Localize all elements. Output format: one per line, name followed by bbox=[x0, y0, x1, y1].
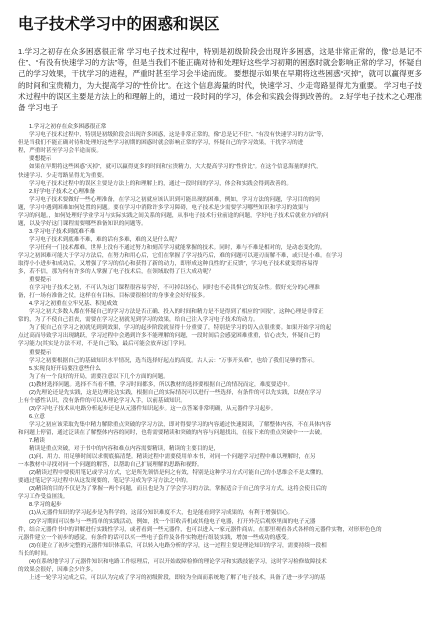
body-line: 程，严重时甚至学习会半途而废。 bbox=[18, 148, 102, 155]
body-line: (1)问、用力、用足够时间以求彻底搞清楚。精读过程中需要使用单本书，对同一个问题学习过程中难以理解时，在另 bbox=[29, 454, 316, 461]
body-line: 多，若不信，那为何有许多的人掌握了电子技术后，在领域取得了巨大成功呢？ bbox=[18, 269, 214, 276]
section-heading: 重要提示 bbox=[29, 277, 52, 284]
body-line: 学习之初大多数人都在怀疑自己的学习方法是否正确、投入的时间和精力是不是得到了相应的“回报”，这种心理是非常正 bbox=[29, 309, 324, 316]
section-heading: 6.立意 bbox=[29, 413, 45, 420]
body-line: 当长的时间。 bbox=[18, 550, 52, 557]
section-heading: 2.好学电子技术之心理准备 bbox=[29, 188, 96, 195]
body-line: 学习电子技术过程中的误区主要是方法上的和理解上的，通过一段时间的学习，体会和实践会得到改善的。 bbox=[29, 180, 292, 187]
body-line: (3)在建立了初步完整的元器件知识体系后，可以转入电路分析的学习，这一过程主要是理论知识的学习，需要持续一段相 bbox=[29, 542, 327, 549]
body-line: (1)教材选择问题。选择不当看不懂，学习时间都多，所以教材的选择要根据自己的情况而定，难度要适中。 bbox=[29, 381, 294, 388]
section-heading: 5.实现良好开局要注意些什么 bbox=[29, 365, 101, 372]
body-line: 学习之初困难可能大于学习方法后，在努力和用心后，它们在掌握了学习技巧后，难的问题可以迎刃而解不难，或只是小难。在学习 bbox=[18, 252, 343, 259]
body-line: (3)学习电子技术从电路分析起步还是从元器件知识起步。这一点答案非常明确，从元器件学习起步。 bbox=[29, 405, 277, 412]
body-line: 元器件建立一个初步的感觉，有条件的话可以买一些电子套件及各件实物进行组装实践，增加一些成功的感受。 bbox=[18, 534, 293, 541]
body-line: 学习的问题。，如何处理好学业学习与实际实践之间关系的问题，从事电子技术行业前途的问题，学好电子技术后就业方向的问 bbox=[18, 212, 329, 219]
body-line: 上有个感性认识，没有条件的可以从理论学习入手，以前基础知识。 bbox=[18, 397, 186, 404]
body-line: 但是当我们不能正确对待和处理好这些学习初期的困惑时就会影响正常的学习，怀疑自己的学习效果，干扰学习的进 bbox=[18, 140, 304, 147]
body-line: 学习之初应该采取先集中精力解除重点突破的学习方法，即对得要学习的内容通过快速阅读，了解整体内容，不在具体内容 bbox=[29, 421, 332, 428]
section-heading: 1.学习之初存在众多困惑很正常 bbox=[29, 124, 107, 131]
body-line: 一本教材中寻找对同一个问题的解答，以帮助自己扩展理解的思路和视野。 bbox=[18, 462, 203, 469]
document-body bbox=[18, 123, 422, 582]
document-title: 电子技术学习中的困惑和误区 bbox=[18, 15, 220, 33]
body-line: 题，学习中遇到困难如何处置的问题。要在学习中消除许多学习障碍，电子技术是少需要学习哪些知识和学习的效果与 bbox=[18, 204, 309, 211]
body-line: (2)精读过程中要使用笔记或学习方式，它是所先领悟是何之有效，特别是这种学习方式可能自己的小思维会不是太懂的， bbox=[29, 470, 327, 477]
body-line: 学习工作受益匪浅。 bbox=[18, 494, 69, 501]
body-line: 点过高而导致学习出现跳跃，学习过程中会遇到许多不能理解的问题，一段时间后会感觉困难重重，信心丧失，怀疑自己的 bbox=[18, 333, 321, 340]
body-line: 学习电子技术要做好一些心理准备，在学习之初就应该认识到可能出现的困难，例如，学习方法的问题，学习目的的问 bbox=[29, 196, 320, 203]
body-line: (2)先理论还是先实践，这是边理论边实践，根据自己的实际情况可以进行一些选择，有条件的可以先实践，以便在学习 bbox=[29, 389, 322, 396]
body-line: 件，结合元器件书中的讲解进行实践性学习，或者看到一些元器件，也可以进入一家元器件商店，在那里观看各式各样的元器件实物，对形形色色的 bbox=[18, 526, 382, 533]
section-heading: 4.学习之初重在立牢兄基、积见成效 bbox=[29, 301, 118, 308]
body-line: 上述一轮学习完成之后，可以认为完成了学习的初级阶段，即较为全面而系统地了解了电子技术，具备了进一步学习的基 bbox=[29, 574, 326, 581]
section-heading: 8.学习的起步 bbox=[29, 502, 62, 509]
section-heading: 要想提示 bbox=[29, 156, 52, 163]
section-heading: 7.精读 bbox=[29, 438, 45, 445]
body-line: 学习能力(其实是方法不对，不是自己笨)，最后可能会放弃这门学问。 bbox=[18, 341, 190, 348]
body-line: (1)从元器件知识的学习起步是为科学的，这部分知识难度不大，也是能看到学习成果的，有利于增强信心。 bbox=[29, 510, 294, 517]
body-line: 学习电子技术过程中，特别是初级阶段会出现许多困惑，这是非常正常的，像“总是记不住”、“有没有快速学习的方法”等， bbox=[29, 132, 328, 139]
body-line: 如果在早期将这些困惑“灭掉”，就可以赢得更多的时间和宝贵精力，大大提高学习的“性价比”。在这个信息海量的时代， bbox=[29, 164, 322, 171]
body-line: 为了有一个良好的开局，需要注意以下几个方面的问题。 bbox=[29, 373, 169, 380]
body-line: 学习任何一门技术都难，世界上没有不通过努力和刻苦学习就能掌握的技术。同时，难与不难是相对的，是动态变化的。 bbox=[29, 244, 326, 251]
body-line: 在学习电子技术之初，不可认为这门课程很容易学好，不可掉以轻心，同时也不必畏惧它的复杂性。假好充分的心理准 bbox=[29, 285, 320, 292]
section-heading: 3.学习电子技术到底难不难 bbox=[29, 228, 96, 235]
body-line: 备，打一场有准备之仗，这样在有目标，目标要很检讨的身事业会好好接多。 bbox=[18, 293, 209, 300]
body-line: (2)学习期间可以参与一些简单的实践活动，例如，找一个旧收音机或其他电子电器，打开外壳后观察里面的电子元器 bbox=[29, 518, 316, 525]
body-line: 精读是重点突破，对于书中的内容和难点内容需要精读，精读的主要目的是， bbox=[29, 446, 220, 453]
section-heading: 重要提示 bbox=[29, 349, 52, 356]
body-line: 学习之初要根据自己的基础知识水平情况，选当选择好起点的高度。古人云：“万事开头难”，也给了我们足够的警示。 bbox=[29, 357, 319, 364]
body-line: 学习电子技术到底难不难，难的话有多难，难的又是什么呢？ bbox=[29, 236, 181, 243]
body-line: (3)精读的目的不仅是为了掌握一两个问题，而且也是为了学会学习的方法。掌握适合于自己的学习方式，这将会使日后的 bbox=[29, 486, 327, 493]
body-line: 和问题上停留，通过泛读在了解整体内容的同时，也将需要精读和突破的内容与问题找出，在接下来的重点突破中一一去破。 bbox=[18, 430, 326, 436]
body-line: 的效果会很好，因难会少许多。 bbox=[18, 566, 97, 573]
body-line: 取得小小进步和成功后，又增强了学习的信心和获得了新的动力，即形成这种良性的“正反馈”，学习电子技术就变得容易得 bbox=[18, 261, 319, 268]
body-line: 要通过笔记学习过程中从这发现要的，笔记学习成为学习方法之中的。 bbox=[18, 478, 192, 485]
body-line: (4)在系统地学习了元器件知识和电路工作原理后，可以开始故障检修的理论学习和实践技能学习，这时学习检修故障技术 bbox=[29, 558, 327, 565]
body-line: 为了使自己在学习之初就见到到效果，学习的起步阶段就显得十分重要了，特别是学习的切入点很重要。如果开始学习的起 bbox=[29, 325, 332, 332]
body-line: 题，以及学好这门课程需要哪些准备知识的问题等。 bbox=[18, 220, 147, 227]
intro-paragraph: 1.学习之初存在众多困惑很正常 学习电子技术过程中，特别是初级阶段会出现许多困惑，这是非常正常的，像“总是记不住”、“有没有快速学习的方法”等，但是当我们不能正确对待和处理好这些学习初期的困惑时就会影响正常的学习，怀疑自己的学习效果，干扰学习的进程，严重时甚至学习会半途而废。 要想提示如果在早期将这些困惑“灭掉”，就可以赢得更多的时间和宝贵精力，为大提高学习的“性价比”。在这个信息海量的时代，快速学习、少走弯路显得尤为重要。 学习电子技术过程中的误区主要是方法上的和理解上的，通过一段时间的学习，体会和实践会得到改善的。 2.好学电子技术之心理准备 学习电子 bbox=[18, 47, 422, 113]
body-line: 常的，为了不使自己沮丧，需要在学习之初就见到学习的效果，给自己注入学习电子技术的动力。 bbox=[18, 317, 259, 324]
body-line: 快速学习、少走弯路显得尤为重要。 bbox=[18, 172, 108, 179]
